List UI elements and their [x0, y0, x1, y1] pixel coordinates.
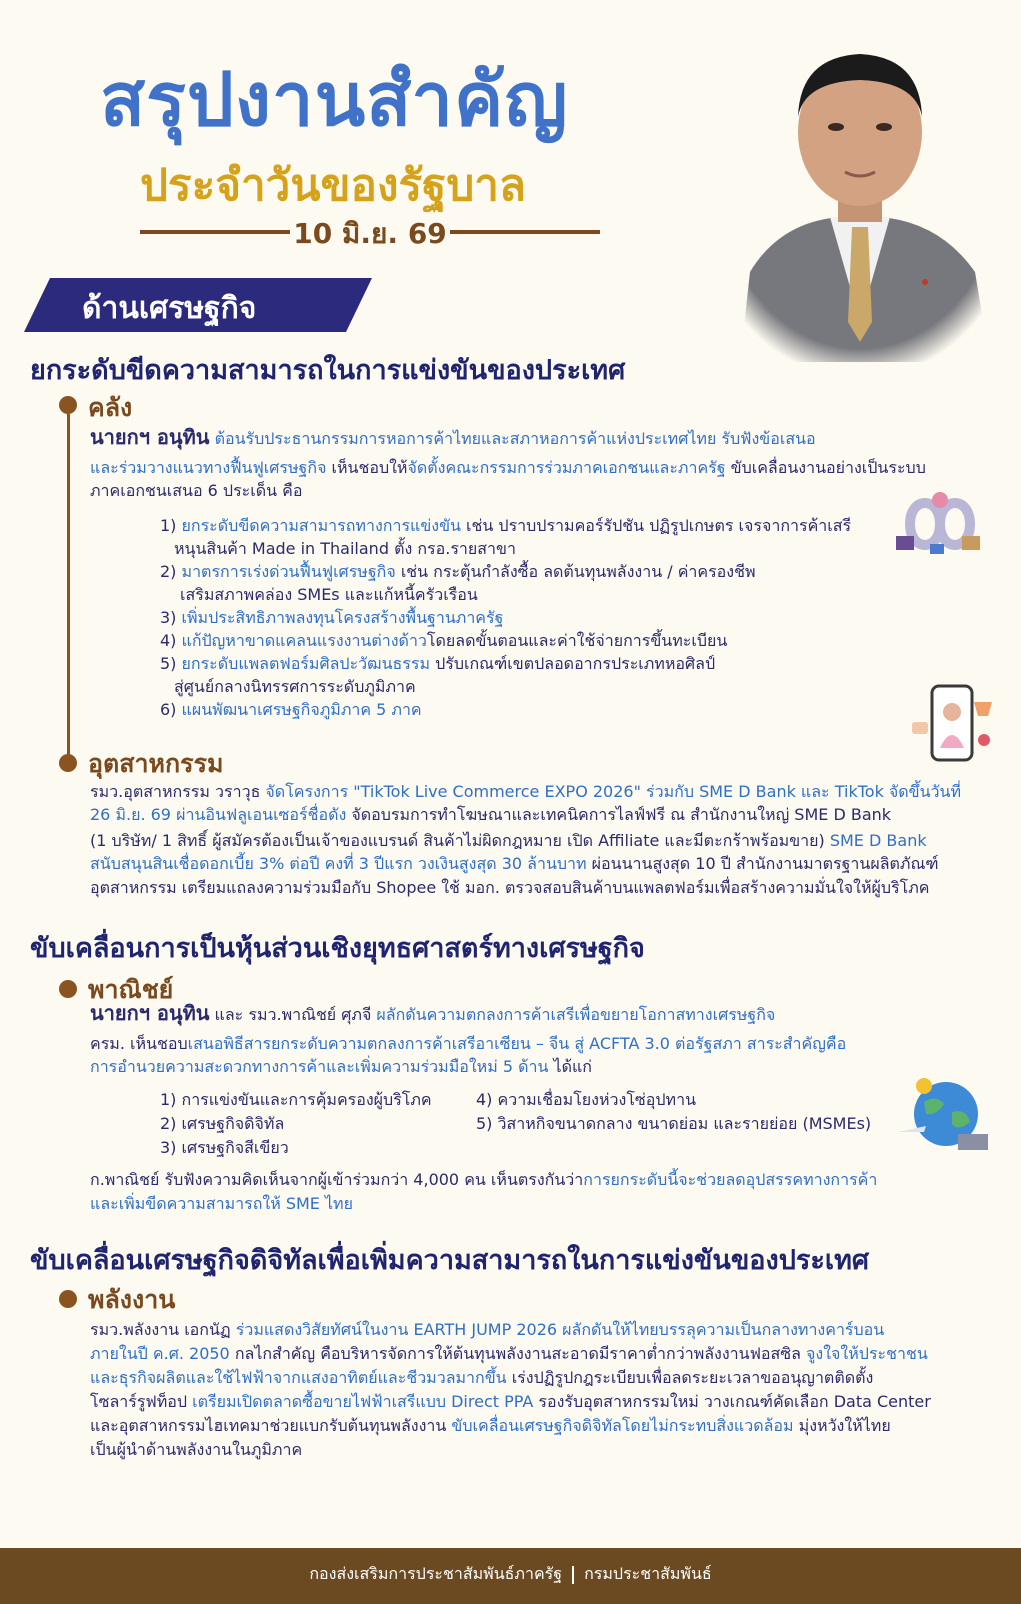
banner-label: ด้านเศรษฐกิจ: [82, 291, 257, 326]
energy-line6: เป็นผู้นำด้านพลังงานในภูมิภาค: [90, 1440, 303, 1459]
list-item-cont: เสริมสภาพคล่อง SMEs และแก้หนี้ครัวเรือน: [180, 585, 478, 604]
footer-right: กรมประชาสัมพันธ์: [584, 1564, 712, 1583]
ministry-energy: พลังงาน: [88, 1285, 176, 1314]
list-item: 6) แผนพัฒนาเศรษฐกิจภูมิภาค 5 ภาค: [160, 700, 422, 719]
energy-line4: โซลาร์รูฟท็อป เตรียมเปิดตลาดซื้อขายไฟฟ้าเสรีแบบ Direct PPA รองรับอุตสาหกรรมใหม่ วางเกณฑ์คัดเลือก Data Center: [90, 1392, 931, 1411]
ministry-finance: คลัง: [88, 393, 133, 422]
commerce-line1a: และ รมว.พาณิชย์ ศุภจี: [209, 1005, 377, 1024]
list-item: 4) ความเชื่อมโยงห่วงโซ่อุปทาน: [476, 1090, 697, 1109]
energy-line2: ภายในปี ค.ศ. 2050 กลไกสำคัญ คือบริหารจัดการให้ต้นทุนพลังงานสะอาดมีราคาต่ำกว่าพลังงานฟอสซิล จูงใจให้ประชาชน: [90, 1344, 928, 1363]
ministry-commerce: พาณิชย์: [88, 975, 174, 1004]
commerce-line3: การอำนวยความสะดวกทางการค้าและเพิ่มความร่วมมือใหม่ 5 ด้าน ได้แก่: [90, 1057, 592, 1076]
page-subtitle: ประจำวันของรัฐบาล: [140, 160, 526, 211]
commerce-items-left: [160, 1088, 432, 1160]
list-item: 1) ยกระดับขีดความสามารถทางการแข่งขัน เช่น ปราบปรามคอร์รัปชัน ปฏิรูปเกษตร เจรจาการค้าเสรี: [160, 516, 852, 535]
commerce-note1: ก.พาณิชย์ รับฟังความคิดเห็นจากผู้เข้าร่วมกว่า 4,000 คน เห็นตรงกันว่าการยกระดับนี้จะช่วยลดอุปสรรคทางการค้า: [90, 1170, 878, 1189]
commerce-line1b: ผลักดันความตกลงการค้าเสรีเพื่อขยายโอกาสทางเศรษฐกิจ: [376, 1005, 776, 1024]
list-item: 4) แก้ปัญหาขาดแคลนแรงงานต่างด้าวโดยลดขั้นตอนและค่าใช้จ่ายการขึ้นทะเบียน: [160, 631, 728, 650]
industry-line2: 26 มิ.ย. 69 ผ่านอินฟลูเอนเซอร์ชื่อดัง จัดอบรมการทำโฆษณาและเทคนิคการไลฟ์ฟรี ณ สำนักงานใหญ่ SME D Bank: [90, 805, 892, 824]
person-name: นายกฯ อนุทิน: [90, 1001, 210, 1025]
industry-line3: (1 บริษัท/ 1 สิทธิ์ ผู้สมัครต้องเป็นเจ้าของแบรนด์ สินค้าไม่ผิดกฎหมาย เปิด Affiliate และมีตะกร้าพร้อมขาย) SME D Bank: [90, 831, 927, 850]
date-row: [140, 212, 600, 248]
list-item-cont: หนุนสินค้า Made in Thailand ตั้ง กรอ.รายสาขา: [174, 539, 516, 558]
list-item: 2) มาตรการเร่งด่วนฟื้นฟูเศรษฐกิจ เช่น กระตุ้นกำลังซื้อ ลดต้นทุนพลังงาน / ค่าครองชีพ: [160, 562, 756, 581]
bullet-dot-industry: [59, 754, 77, 772]
date-label: 10 มิ.ย. 69: [293, 217, 447, 250]
list-item: 5) วิสาหกิจขนาดกลาง ขนาดย่อม และรายย่อย (MSMEs): [476, 1114, 872, 1133]
finance-line1: ต้อนรับประธานกรรมการหอการค้าไทยและสภาหอการค้าแห่งประเทศไทย รับฟังข้อเสนอ: [214, 429, 816, 448]
list-item: 3) เพิ่มประสิทธิภาพลงทุนโครงสร้างพื้นฐานภาครัฐ: [160, 608, 504, 627]
list-item: 1) การแข่งขันและการคุ้มครองผู้บริโภค: [160, 1090, 432, 1109]
industry-line1: รมว.อุตสาหกรรม วราวุธ จัดโครงการ "TikTok Live Commerce EXPO 2026" ร่วมกับ SME D Bank และ TikTok จัดขึ้นวันที่: [90, 782, 962, 801]
industry-line5: อุตสาหกรรม เตรียมแถลงความร่วมมือกับ Shopee ใช้ มอก. ตรวจสอบสินค้าบนแพลตฟอร์มเพื่อสร้างความมั่นใจให้ผู้บริโภค: [90, 878, 930, 897]
section1-heading: ยกระดับขีดความสามารถในการแข่งขันของประเทศ: [30, 355, 626, 386]
timeline-line: [67, 414, 70, 760]
list-item: 2) เศรษฐกิจดิจิทัล: [160, 1114, 285, 1133]
list-item: 3) เศรษฐกิจสีเขียว: [160, 1138, 289, 1157]
energy-line3: และธุรกิจผลิตและใช้ไฟฟ้าจากแสงอาทิตย์และชีวมวลมากขึ้น เร่งปฏิรูปกฎระเบียบเพื่อลดระยะเวลาขออนุญาตติดตั้ง: [90, 1368, 874, 1387]
list-item: 5) ยกระดับแพลตฟอร์มศิลปะวัฒนธรรม ปรับเกณฑ์เขตปลอดอากรประเภทหอศิลป์: [160, 654, 716, 673]
commerce-note2: และเพิ่มขีดความสามารถให้ SME ไทย: [90, 1194, 353, 1213]
date-line-right: [450, 230, 600, 234]
bullet-dot-finance: [59, 396, 77, 414]
footer-left: กองส่งเสริมการประชาสัมพันธ์ภาครัฐ: [309, 1564, 563, 1583]
bullet-dot-commerce: [59, 980, 77, 998]
portrait-photo: [720, 22, 1000, 362]
bullet-dot-energy: [59, 1290, 77, 1308]
energy-line5: และอุตสาหกรรมไฮเทคมาช่วยแบกรับต้นทุนพลังงาน ขับเคลื่อนเศรษฐกิจดิจิทัลโดยไม่กระทบสิ่งแวดล้อม มุ่งหวังให้ไทย: [90, 1416, 891, 1435]
trade-illustration-icon: [890, 486, 990, 562]
page-title: สรุปงานสำคัญ: [100, 57, 569, 143]
finance-line2: และร่วมวางแนวทางฟื้นฟูเศรษฐกิจ เห็นชอบให้จัดตั้งคณะกรรมการร่วมภาคเอกชนและภาครัฐ ขับเคลื่อนงานอย่างเป็นระบบ: [90, 458, 926, 477]
footer-text: [0, 1562, 1021, 1587]
commerce-items-right: [476, 1088, 871, 1136]
person-name: นายกฯ อนุทิน: [90, 425, 210, 449]
energy-line1: รมว.พลังงาน เอกนัฏ ร่วมแสดงวิสัยทัศน์ในงาน EARTH JUMP 2026 ผลักดันให้ไทยบรรลุความเป็นกลางทางคาร์บอน: [90, 1320, 885, 1339]
section3-heading: ขับเคลื่อนเศรษฐกิจดิจิทัลเพื่อเพิ่มความสามารถในการแข่งขันของประเทศ: [30, 1245, 870, 1276]
commerce-line2: ครม. เห็นชอบเสนอพิธีสารยกระดับความตกลงการค้าเสรีอาเซียน – จีน สู่ ACFTA 3.0 ต่อรัฐสภา สาระสำคัญคือ: [90, 1034, 847, 1053]
footer-divider: [572, 1566, 574, 1584]
list-item-cont: สู่ศูนย์กลางนิทรรศการระดับภูมิภาค: [174, 677, 416, 696]
finance-items-list: [160, 514, 851, 721]
finance-line3: ภาคเอกชนเสนอ 6 ประเด็น คือ: [90, 481, 303, 500]
live-commerce-phone-icon: [908, 682, 998, 764]
ministry-industry: อุตสาหกรรม: [88, 749, 224, 778]
industry-line4: สนับสนุนสินเชื่อดอกเบี้ย 3% ต่อปี คงที่ 3 ปีแรก วงเงินสูงสุด 30 ล้านบาท ผ่อนนานสูงสุด 10 ปี สำนักงานมาตรฐานผลิตภัณฑ์: [90, 854, 939, 873]
section2-heading: ขับเคลื่อนการเป็นหุ้นส่วนเชิงยุทธศาสตร์ทางเศรษฐกิจ: [30, 933, 645, 964]
globe-logistics-icon: [896, 1072, 996, 1158]
